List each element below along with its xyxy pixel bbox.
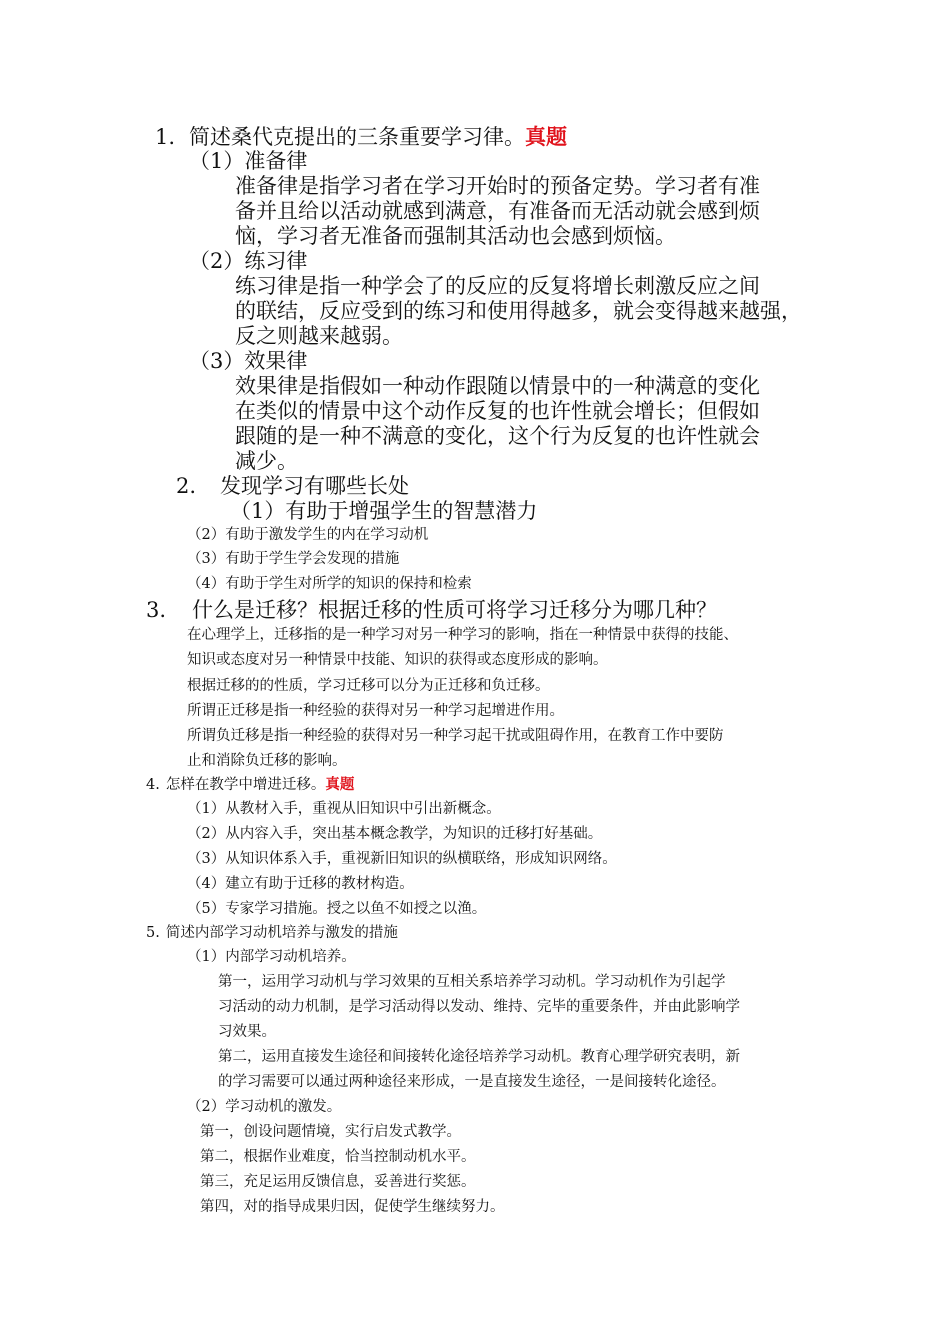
q4-item: （3）从知识体系入手，重视新旧知识的纵横联络，形成知识网络。 bbox=[187, 851, 617, 867]
q2-item: （4）有助于学生对所学的知识的保持和检索 bbox=[187, 576, 472, 592]
q3-line: 知识或态度对另一种情景中技能、知识的获得或态度形成的影响。 bbox=[187, 652, 608, 668]
q1-item-1-line: 备并且给以活动就感到满意，有准备而无活动就会感到烦 bbox=[235, 199, 760, 223]
q5-heading bbox=[146, 924, 398, 942]
q3-line: 根据迁移的的性质，学习迁移可以分为正迁移和负迁移。 bbox=[187, 678, 550, 694]
q4-item: （1）从教材入手，重视从旧知识中引出新概念。 bbox=[187, 801, 501, 817]
q1-item-2-line: 练习律是指一种学会了的反应的反复将增长刺激反应之间 bbox=[235, 274, 760, 298]
q3-number: 3. bbox=[146, 598, 167, 622]
q5-sub1-line: 习活动的动力机制，是学习活动得以发动、维持、完毕的重要条件，并由此影响学 bbox=[218, 999, 740, 1015]
q3-line: 所谓正迁移是指一种经验的获得对另一种学习起增进作用。 bbox=[187, 703, 564, 719]
q3-line: 在心理学上，迁移指的是一种学习对另一种学习的影响，指在一种情景中获得的技能、 bbox=[187, 627, 738, 643]
q4-number: 4. bbox=[146, 777, 160, 793]
q1-item-3-line: 效果律是指假如一种动作跟随以情景中的一种满意的变化 bbox=[235, 374, 760, 398]
q4-badge: 真题 bbox=[325, 776, 355, 793]
q2-item: （3）有助于学生学会发现的措施 bbox=[187, 551, 400, 567]
q5-sub2-line: 第四，对的指导成果归因，促使学生继续努力。 bbox=[200, 1199, 505, 1215]
q5-title: 简述内部学习动机培养与激发的措施 bbox=[165, 925, 398, 941]
q2-item: （2）有助于激发学生的内在学习动机 bbox=[187, 527, 429, 543]
q5-sub2-line: 第二，根据作业难度，恰当控制动机水平。 bbox=[200, 1149, 476, 1165]
q5-sub1-line: 习效果。 bbox=[218, 1024, 276, 1040]
q1-heading bbox=[155, 124, 567, 150]
q5-sub1-label: （1）内部学习动机培养。 bbox=[187, 949, 356, 965]
q5-sub1-line: 第一，运用学习动机与学习效果的互相关系培养学习动机。学习动机作为引起学 bbox=[218, 974, 726, 990]
q4-item: （5）专家学习措施。授之以鱼不如授之以渔。 bbox=[187, 901, 487, 917]
q1-item-1-line: 准备律是指学习者在学习开始时的预备定势。学习者有准 bbox=[235, 174, 760, 198]
q1-item-2-line: 的联结，反应受到的练习和使用得越多，就会变得越来越强， bbox=[235, 299, 802, 323]
q4-heading bbox=[146, 776, 354, 794]
q1-item-1-line: 恼，学习者无准备而强制其活动也会感到烦恼。 bbox=[235, 224, 676, 248]
q2-number: 2. bbox=[176, 474, 197, 498]
q1-item-3-label: （3）效果律 bbox=[189, 349, 308, 373]
q1-item-3-line: 减少。 bbox=[235, 449, 298, 473]
q1-number: 1. bbox=[155, 125, 176, 149]
q3-line: 止和消除负迁移的影响。 bbox=[187, 753, 347, 769]
q1-item-1-label: （1）准备律 bbox=[189, 149, 308, 173]
q1-item-3-line: 在类似的情景中这个动作反复的也许性就会增长；但假如 bbox=[235, 399, 760, 423]
q2-item: （1）有助于增强学生的智慧潜力 bbox=[230, 499, 538, 523]
q3-heading bbox=[146, 598, 717, 623]
q5-sub1-line: 的学习需要可以通过两种途径来形成，一是直接发生途径，一是间接转化途径。 bbox=[218, 1074, 726, 1090]
q1-title: 简述桑代克提出的三条重要学习律。 bbox=[189, 125, 526, 149]
q3-line: 所谓负迁移是指一种经验的获得对另一种学习起干扰或阻碍作用，在教育工作中要防 bbox=[187, 728, 724, 744]
q5-sub2-line: 第一，创设问题情境，实行启发式教学。 bbox=[200, 1124, 461, 1140]
q2-title: 发现学习有哪些长处 bbox=[220, 474, 410, 498]
q1-item-2-label: （2）练习律 bbox=[189, 249, 308, 273]
q1-item-2-line: 反之则越来越弱。 bbox=[235, 324, 403, 348]
q5-number: 5. bbox=[146, 925, 160, 941]
q4-item: （4）建立有助于迁移的教材构造。 bbox=[187, 876, 414, 892]
q3-title: 什么是迁移？根据迁移的性质可将学习迁移分为哪几种？ bbox=[192, 598, 718, 622]
q5-sub1-line: 第二，运用直接发生途径和间接转化途径培养学习动机。教育心理学研究表明，新 bbox=[218, 1049, 740, 1065]
q5-sub2-label: （2）学习动机的激发。 bbox=[187, 1099, 342, 1115]
q1-item-3-line: 跟随的是一种不满意的变化，这个行为反复的也许性就会 bbox=[235, 424, 760, 448]
q1-badge: 真题 bbox=[525, 124, 568, 149]
q4-title: 怎样在教学中增进迁移。 bbox=[165, 777, 326, 793]
q5-sub2-line: 第三，充足运用反馈信息，妥善进行奖惩。 bbox=[200, 1174, 476, 1190]
q2-heading bbox=[176, 474, 409, 499]
q4-item: （2）从内容入手，突出基本概念教学，为知识的迁移打好基础。 bbox=[187, 826, 603, 842]
